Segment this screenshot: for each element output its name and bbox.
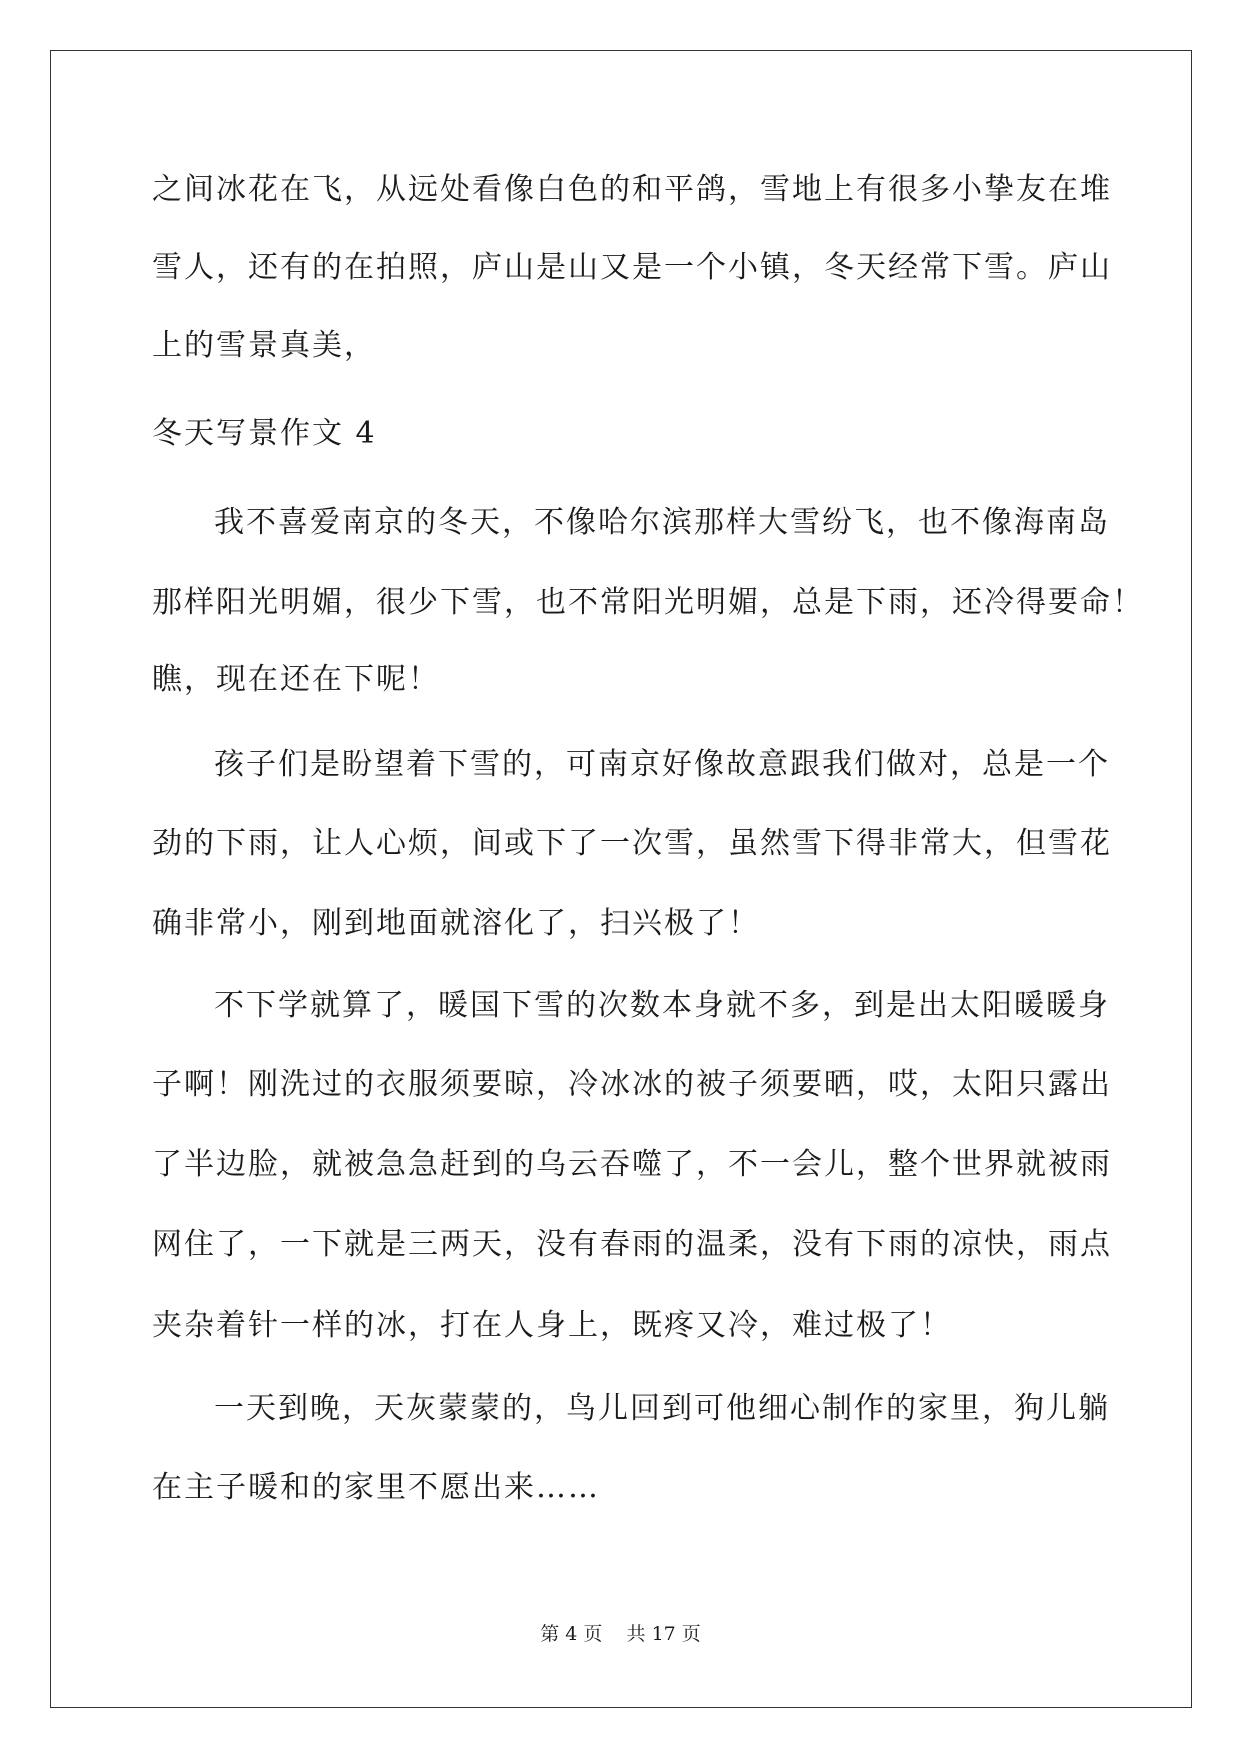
text-line: 上的雪景真美， bbox=[152, 328, 376, 363]
text-line: 那样阳光明媚，很少下雪，也不常阳光明媚，总是下雨，还冷得要命！ bbox=[152, 585, 1144, 620]
paragraph-first-line: 一天到晚，天灰蒙蒙的，鸟儿回到可他细心制作的家里，狗儿躺 bbox=[214, 1391, 1110, 1426]
page-number-footer: 第 4 页 共 17 页 bbox=[540, 1623, 701, 1645]
text-line: 了半边脸，就被急急赶到的乌云吞噬了，不一会儿，整个世界就被雨 bbox=[152, 1147, 1112, 1182]
text-line: 劲的下雨，让人心烦，间或下了一次雪，虽然雪下得非常大，但雪花 bbox=[152, 826, 1112, 861]
text-line: 之间冰花在飞，从远处看像白色的和平鸽，雪地上有很多小挚友在堆 bbox=[152, 172, 1112, 207]
text-line: 瞧，现在还在下呢！ bbox=[152, 662, 440, 697]
text-line: 夹杂着针一样的冰，打在人身上，既疼又冷，难过极了！ bbox=[152, 1308, 952, 1343]
text-line: 子啊！刚洗过的衣服须要晾，冷冰冰的被子须要晒，哎，太阳只露出 bbox=[152, 1067, 1112, 1102]
paragraph-first-line: 我不喜爱南京的冬天，不像哈尔滨那样大雪纷飞，也不像海南岛 bbox=[214, 505, 1110, 540]
page-border bbox=[50, 50, 1192, 1708]
text-line: 雪人，还有的在拍照，庐山是山又是一个小镇，冬天经常下雪。庐山 bbox=[152, 250, 1112, 285]
text-line: 确非常小，刚到地面就溶化了，扫兴极了！ bbox=[152, 906, 760, 941]
paragraph-first-line: 孩子们是盼望着下雪的，可南京好像故意跟我们做对，总是一个 bbox=[214, 747, 1110, 782]
section-heading: 冬天写景作文 4 bbox=[152, 416, 377, 451]
text-line: 网住了，一下就是三两天，没有春雨的温柔，没有下雨的凉快，雨点 bbox=[152, 1227, 1112, 1262]
paragraph-first-line: 不下学就算了，暖国下雪的次数本身就不多，到是出太阳暖暖身 bbox=[214, 988, 1110, 1023]
text-line: 在主子暖和的家里不愿出来…… bbox=[152, 1470, 600, 1505]
